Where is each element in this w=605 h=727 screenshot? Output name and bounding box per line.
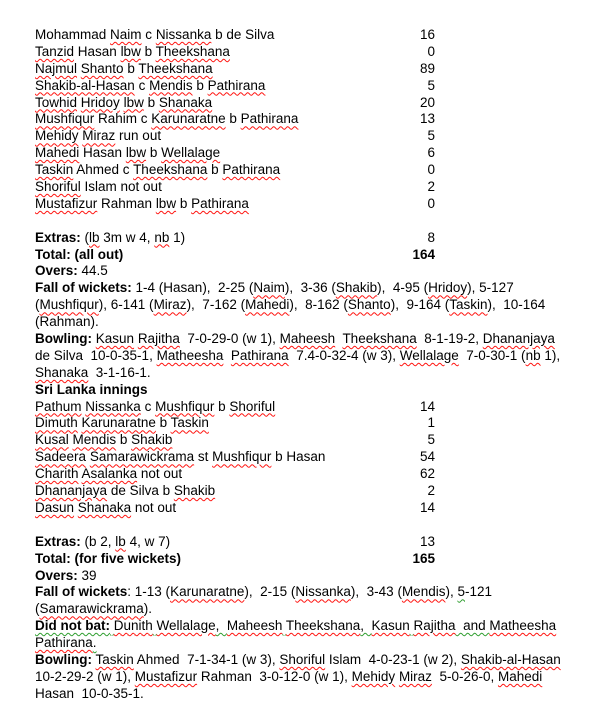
text-segment: Shakib [173, 483, 216, 499]
text-segment: Taskin [95, 651, 134, 667]
text-segment: , [360, 618, 372, 634]
text-segment: Maheesh [226, 618, 283, 634]
runs-value: 16 [419, 27, 435, 42]
bowling-line [35, 652, 605, 669]
text-segment: ), 2-15 ( [244, 584, 296, 600]
text-segment: Towhid [35, 94, 78, 110]
runs-value: 14 [419, 499, 435, 515]
text-segment: 8-1-19-2, [416, 331, 483, 347]
text-segment: -121 [464, 584, 493, 600]
bowling-line [35, 331, 605, 348]
text-segment: b [155, 415, 171, 431]
text-segment: (b 2, [80, 533, 116, 549]
text-segment: Hridoy [428, 280, 468, 296]
text-segment: Islam not out [80, 179, 162, 195]
batting-row [35, 399, 605, 416]
text-segment: c [134, 77, 150, 93]
total-line [35, 247, 605, 264]
batting-row [35, 432, 605, 449]
text-segment: Bowling: [35, 651, 92, 667]
text-segment: ( [80, 229, 90, 245]
runs-value: 89 [419, 60, 435, 76]
bowling-line [35, 686, 605, 703]
text-segment: Shoriful [279, 651, 326, 667]
fall-of-wickets-line [35, 297, 605, 314]
text-segment: 1) [169, 229, 186, 245]
text-segment: lbw [155, 195, 177, 211]
runs-value: 1 [427, 415, 435, 431]
text-segment: 10-2-29-2 (w 1), [35, 668, 135, 684]
text-segment: Mendis [149, 77, 193, 93]
batting-row [35, 449, 605, 466]
runs-value: 164 [412, 246, 435, 262]
batting-row [35, 500, 605, 517]
text-segment: Hasan [74, 43, 121, 59]
batting-row [35, 61, 605, 78]
text-segment: 5 [457, 584, 465, 600]
text-segment: Theekshana [133, 162, 208, 178]
text-segment: ), 5-127 [467, 280, 514, 296]
runs-value: 13 [419, 111, 435, 127]
fall-of-wickets-line [35, 314, 605, 331]
text-segment: b [146, 145, 162, 161]
text-segment: Miraz [398, 668, 432, 684]
text-segment: Asalanka [81, 466, 138, 482]
text-segment: Mendis [401, 584, 446, 600]
text-segment: Nissanka [295, 584, 351, 600]
text-segment: Mohammad [35, 27, 111, 42]
bowling-line [35, 669, 605, 686]
text-segment: Did not bat: [35, 618, 110, 634]
text-segment: Mushfiqur [155, 398, 215, 414]
text-segment: Theekshana [285, 618, 361, 634]
text-segment: Shanto [80, 60, 124, 76]
runs-value: 5 [427, 432, 435, 448]
blank-line [35, 517, 605, 534]
text-segment: Wellalage [156, 618, 216, 634]
text-segment: c [141, 27, 156, 42]
runs-value: 8 [427, 229, 435, 245]
runs-value: 0 [427, 162, 435, 178]
text-segment: Matheesha [489, 618, 557, 634]
fall-of-wickets-line [35, 584, 605, 601]
text-segment: Overs: [35, 567, 78, 583]
text-segment [223, 348, 231, 363]
text-segment: ( [35, 601, 40, 617]
batting-row [35, 145, 605, 162]
text-segment: Kasun [371, 618, 410, 634]
text-segment: Mushfiqur [212, 449, 272, 465]
text-segment: Mustafizur [134, 668, 198, 684]
text-segment: Mahedi [245, 297, 290, 313]
overs-line [35, 263, 605, 280]
text-segment: Fall of wickets: [35, 280, 132, 296]
text-segment: b [207, 162, 223, 178]
text-segment: Nissanka [155, 27, 212, 42]
runs-value: 0 [427, 43, 435, 59]
text-segment: Shakib [335, 280, 378, 296]
text-segment: not out [131, 499, 177, 515]
text-segment: Pathirana [35, 635, 93, 651]
batting-row [35, 27, 605, 44]
fall-of-wickets-line [35, 280, 605, 297]
text-segment: lbw [120, 43, 141, 59]
text-segment: Dimuth [35, 415, 78, 431]
text-segment: 44.5 [77, 263, 108, 279]
text-segment: Dunith [113, 618, 153, 634]
text-segment: Hridoy [80, 94, 120, 110]
runs-value: 2 [427, 179, 435, 195]
text-segment: Karunaratne [151, 111, 226, 127]
batting-row [35, 466, 605, 483]
text-segment: Shoriful [229, 398, 276, 414]
text-segment: c [140, 398, 156, 414]
text-segment: Mehidy [351, 668, 396, 684]
text-segment: ), 9-164 ( [390, 297, 450, 313]
text-segment: . [92, 635, 97, 651]
text-segment: Pathirana [230, 347, 289, 363]
text-segment: b Hasan [271, 449, 326, 465]
text-segment: Pathirana [207, 77, 266, 93]
batting-row [35, 111, 605, 128]
did-not-bat-line [35, 635, 605, 652]
batting-row [35, 196, 605, 213]
text-segment: ). [143, 601, 153, 617]
text-segment: Naim [110, 27, 142, 42]
text-segment: Pathum [35, 398, 82, 414]
text-segment: Mahedi [35, 145, 80, 161]
text-segment: 5-0-26-0, [431, 668, 498, 684]
text-segment: Shakib-al-Hasan [35, 77, 135, 93]
text-segment: Rahman [97, 195, 156, 211]
text-segment: Naim [253, 280, 285, 296]
text-segment: ), 7-162 ( [186, 297, 246, 313]
blank-line [35, 213, 605, 230]
text-segment: Rajitha [413, 618, 456, 634]
batting-row [35, 128, 605, 145]
text-segment: Charith [35, 466, 79, 482]
text-segment: Pathirana [240, 111, 299, 127]
text-segment: 7-0-29-0 (w 1), [179, 331, 280, 347]
text-segment: Mushfiqur [39, 297, 99, 313]
text-segment: Overs: [35, 263, 78, 279]
text-segment: lbw [123, 94, 144, 110]
text-segment: 7.4-0-32-4 (w 3), [288, 347, 400, 363]
text-segment: Shakib [131, 432, 173, 448]
batting-row [35, 483, 605, 500]
text-segment: Mahedi [497, 668, 543, 684]
text-segment: lbw [125, 145, 147, 161]
text-segment: Kusal [35, 432, 69, 448]
text-segment: Maheesh [279, 331, 336, 347]
text-segment: run out [115, 128, 162, 144]
text-segment: b [176, 195, 192, 211]
text-segment: (Rahman). [35, 314, 99, 330]
text-segment: ( [35, 297, 40, 313]
runs-value: 6 [427, 145, 435, 161]
text-segment: Miraz [153, 297, 187, 313]
text-segment: Ahmed 7-1-34-1 (w 3), [133, 651, 280, 667]
text-segment: b [225, 111, 241, 127]
runs-value: 5 [427, 128, 435, 144]
runs-value: 20 [419, 94, 435, 110]
text-segment: 3-1-16-1. [88, 364, 151, 380]
text-segment: Mustafizur [35, 195, 98, 211]
text-segment: Theekshana [138, 60, 213, 76]
text-segment: Mehidy [35, 128, 79, 144]
total-line [35, 551, 605, 568]
text-segment: ), 4-95 ( [377, 280, 429, 296]
text-segment: ), 3-43 ( [350, 584, 402, 600]
text-segment: Total: (all out) [35, 246, 124, 262]
text-segment: lb [89, 229, 100, 245]
text-segment: de Silva 10-0-35-1, [35, 347, 157, 363]
runs-value: 62 [419, 466, 435, 482]
text-segment: Tanzid [35, 43, 75, 59]
text-segment: Theekshana [342, 331, 417, 347]
runs-value: 0 [427, 195, 435, 211]
text-segment: lb [115, 533, 126, 549]
text-segment: Sadeera [35, 449, 87, 465]
text-segment: Taskin [449, 297, 488, 313]
text-segment: ), [445, 584, 458, 600]
text-segment: b [143, 94, 159, 110]
text-segment: Samarawickrama [39, 601, 144, 617]
runs-value: 13 [419, 533, 435, 549]
text-segment: Ahmed c [73, 162, 134, 178]
text-segment: Rahman 3-0-12-0 (w 1), [197, 668, 352, 684]
text-segment: 3m w 4, [99, 229, 155, 245]
fall-of-wickets-line [35, 601, 605, 618]
text-segment: 1), [540, 347, 561, 363]
runs-value: 2 [427, 483, 435, 499]
text-segment: Najmul [35, 60, 78, 76]
text-segment: Mendis [72, 432, 117, 448]
text-segment: Nissanka [85, 398, 141, 414]
text-segment: Hasan [79, 145, 126, 161]
text-segment: Matheesha [156, 347, 224, 363]
text-segment: not out [137, 466, 183, 482]
text-segment: Karunaratne [81, 415, 156, 431]
text-segment: Taskin [35, 162, 74, 178]
text-segment: Taskin [170, 415, 209, 431]
runs-value: 165 [412, 550, 435, 566]
text-segment: Total: (for five wickets) [35, 550, 182, 566]
text-segment: Dasun [35, 499, 75, 515]
text-segment: b [123, 60, 139, 76]
text-segment: Wellalage [399, 347, 459, 363]
text-segment: b [214, 398, 230, 414]
text-segment: 4, w 7) [125, 533, 171, 549]
text-segment: Miraz [82, 128, 116, 144]
text-segment: Shakib-al-Hasan [460, 651, 561, 667]
text-segment: Samarawickrama [89, 449, 195, 465]
extras-line [35, 230, 605, 247]
text-segment: Shanaka [35, 364, 89, 380]
runs-value: 54 [419, 449, 435, 465]
text-segment: nb [154, 229, 170, 245]
text-segment: de Silva b [107, 483, 174, 499]
text-segment: Theekshana [155, 43, 230, 59]
text-segment: b [140, 43, 156, 59]
text-segment: Shanaka [77, 499, 132, 515]
bowling-line [35, 348, 605, 365]
text-segment: Bowling: [35, 331, 92, 347]
text-segment: b [192, 77, 208, 93]
batting-row [35, 78, 605, 95]
text-segment: 7-0-30-1 ( [458, 347, 526, 363]
text-segment: Shoriful [35, 179, 81, 195]
text-segment: and [455, 618, 490, 634]
text-segment: Pathirana [222, 162, 281, 178]
text-segment: Kasun [95, 331, 135, 347]
text-segment: Shanaka [158, 94, 213, 110]
text-segment: ), 3-36 ( [284, 280, 336, 296]
did-not-bat-line [35, 618, 605, 635]
bowling-line [35, 365, 605, 382]
batting-row [35, 162, 605, 179]
text-segment: Hasan 10-0-35-1. [35, 685, 144, 701]
batting-row [35, 44, 605, 61]
text-segment: Fall of wickets [35, 584, 128, 600]
runs-value: 14 [419, 398, 435, 414]
text-segment: Rajitha [137, 331, 180, 347]
text-segment: Islam 4-0-23-1 (w 2), [325, 651, 461, 667]
text-segment: Extras: [35, 533, 81, 549]
overs-line [35, 568, 605, 585]
text-segment: Rahim c [94, 111, 152, 127]
text-segment: Sri Lanka innings [35, 381, 148, 397]
text-segment: : 1-13 ( [127, 584, 171, 600]
innings-heading [35, 382, 605, 399]
text-segment: ), 8-162 ( [289, 297, 348, 313]
text-segment: , [215, 618, 227, 634]
text-segment: Mushfiqur [35, 111, 95, 127]
text-segment: b de Silva [211, 27, 275, 42]
text-segment: Dhananjaya [35, 483, 108, 499]
batting-row [35, 415, 605, 432]
extras-line [35, 534, 605, 551]
text-segment: ), 6-141 ( [98, 297, 154, 313]
text-segment: b [116, 432, 132, 448]
text-segment: Extras: [35, 229, 81, 245]
text-segment: Shanto [347, 297, 391, 313]
text-segment: Dhananjaya [482, 331, 555, 347]
text-segment: 1-4 (Hasan), 2-25 ( [131, 280, 254, 296]
text-segment: nb [525, 347, 541, 363]
text-segment: Pathirana [191, 195, 249, 211]
text-segment: ), 10-164 [487, 297, 546, 313]
text-segment: Wellalage [161, 145, 221, 161]
batting-row [35, 95, 605, 112]
text-segment: 39 [77, 567, 97, 583]
text-segment: Karunaratne [170, 584, 245, 600]
text-segment: st [194, 449, 213, 465]
runs-value: 5 [427, 77, 435, 93]
batting-row [35, 179, 605, 196]
